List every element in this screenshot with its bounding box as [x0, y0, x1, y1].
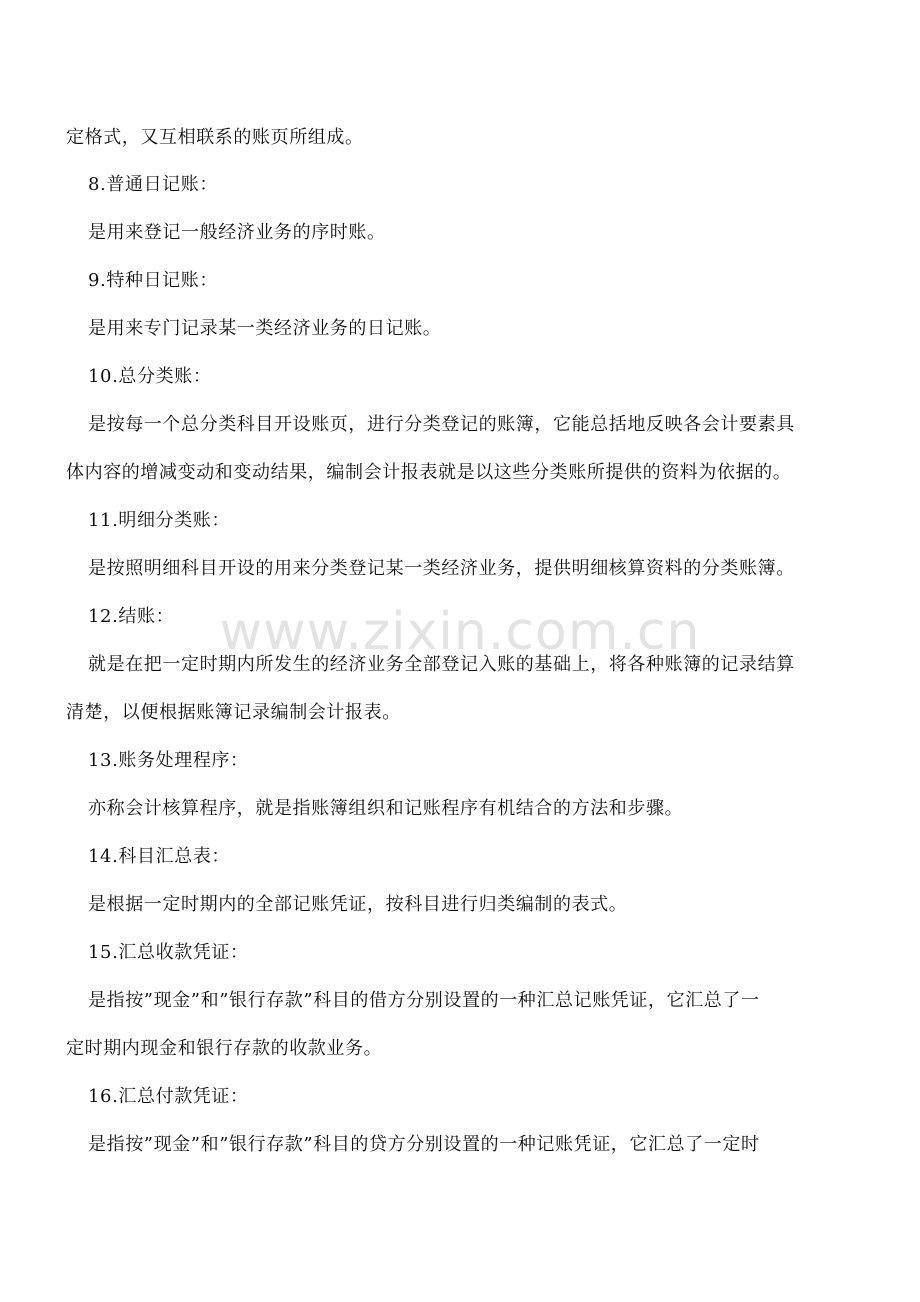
term-definition: 是用来登记一般经济业务的序时账。: [88, 222, 386, 243]
term-heading: 14.科目汇总表：: [88, 846, 231, 867]
term-definition: 就是在把一定时期内所发生的经济业务全部登记入账的基础上，将各种账簿的记录结算: [88, 654, 795, 675]
term-heading: 13.账务处理程序：: [88, 750, 249, 771]
term-definition: 是用来专门记录某一类经济业务的日记账。: [88, 318, 442, 339]
term-definition-continuation: 体内容的增减变动和变动结果，编制会计报表就是以这些分类账所提供的资料为依据的。: [66, 462, 792, 483]
term-heading: 9.特种日记账：: [88, 270, 218, 291]
term-heading: 11.明细分类账：: [88, 510, 231, 531]
term-heading: 15.汇总收款凭证：: [88, 942, 249, 963]
term-definition: 亦称会计核算程序，就是指账簿组织和记账程序有机结合的方法和步骤。: [88, 798, 684, 819]
term-definition: 是根据一定时期内的全部记账凭证，按科目进行归类编制的表式。: [88, 894, 628, 915]
term-definition: 是按每一个总分类科目开设账页，进行分类登记的账簿，它能总括地反映各会计要素具: [88, 414, 795, 435]
term-definition-continuation: 定时期内现金和银行存款的收款业务。: [66, 1038, 383, 1059]
paragraph-continuation: 定格式，又互相联系的账页所组成。: [66, 127, 364, 148]
term-heading: 8.普通日记账：: [88, 174, 218, 195]
term-definition-continuation: 清楚，以便根据账簿记录编制会计报表。: [66, 702, 401, 723]
term-heading: 12.结账：: [88, 606, 175, 627]
term-heading: 16.汇总付款凭证：: [88, 1086, 249, 1107]
site-watermark: www.zixin.com.cn: [219, 602, 701, 662]
term-heading: 10.总分类账：: [88, 366, 212, 387]
term-definition: 是指按”现金”和”银行存款”科目的贷方分别设置的一种记账凭证，它汇总了一定时: [88, 1134, 760, 1155]
term-definition: 是按照明细科目开设的用来分类登记某一类经济业务，提供明细核算资料的分类账簿。: [88, 558, 795, 579]
term-definition: 是指按”现金”和”银行存款”科目的借方分别设置的一种汇总记账凭证，它汇总了一: [88, 990, 760, 1011]
